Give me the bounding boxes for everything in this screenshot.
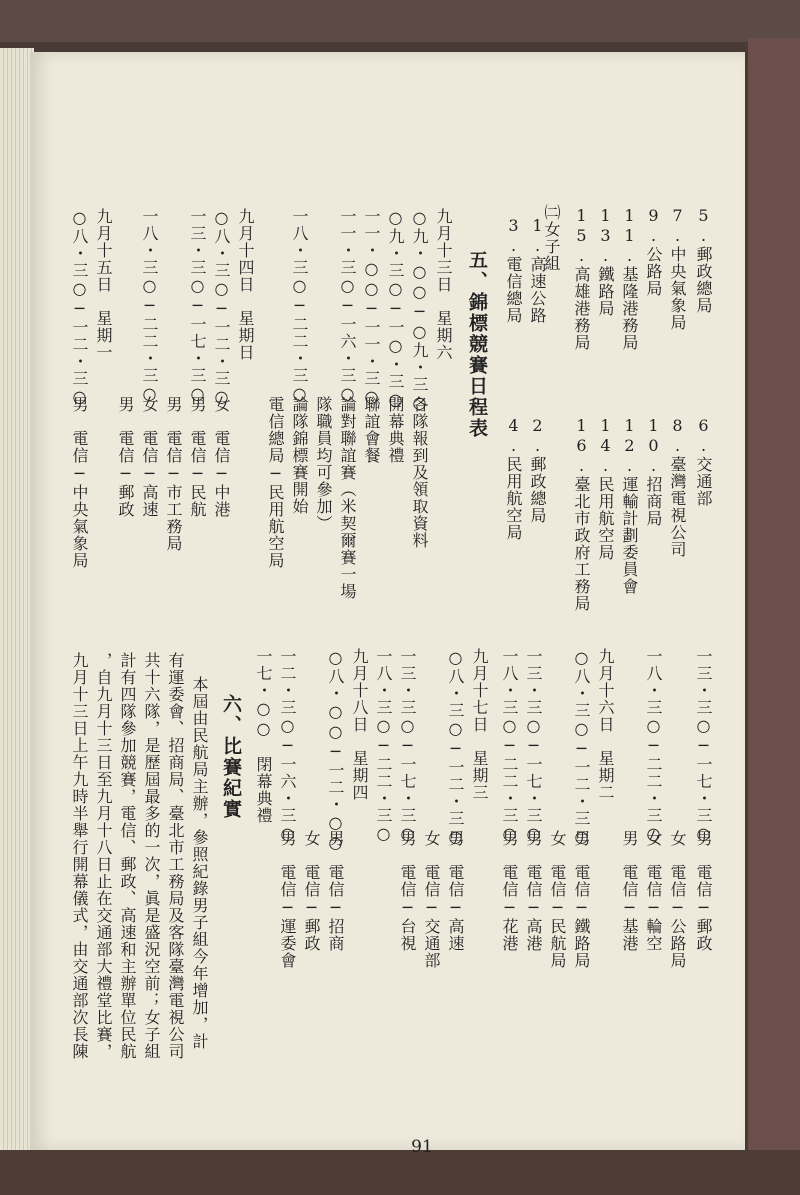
text-column: 7.中央氣象局 [668, 206, 687, 331]
text-column: 女 電信─輪空 [644, 830, 663, 952]
text-column: 一八・三○─二二・三○ [644, 648, 663, 844]
text-column: 14.民用航空局 [596, 416, 615, 561]
text-column: ，自九月十三日至九月十八日止在交通部大禮堂比賽， [94, 652, 113, 1060]
text-column: 男 電信─郵政 [694, 830, 713, 952]
text-column: 開幕典禮 [386, 396, 405, 464]
text-column: 6.交通部 [694, 416, 713, 507]
text-column: 論隊錦標賽開始 [290, 396, 309, 515]
text-column: 電信總局─民用航空局 [266, 396, 285, 569]
text-column: 一七・○○ 閉幕典禮 [254, 648, 273, 824]
background-top [0, 0, 800, 42]
text-column: 12.運輸計劃委員會 [620, 416, 639, 595]
text-column: 16.臺北市政府工務局 [572, 416, 591, 612]
text-column: 男 電信─台視 [398, 830, 417, 952]
text-column: 男 電信─招商 [326, 830, 345, 952]
book-cover-right [748, 38, 800, 1158]
text-column: 共十六隊，是歷屆最多的一次，眞是盛況空前；女子組 [142, 652, 161, 1060]
text-column: 女 電信─公路局 [668, 830, 687, 969]
text-column: 一三・三○─一七・三○ [524, 648, 543, 844]
text-column: 一八・三○─二二・三○ [374, 648, 393, 844]
text-column: 一八・三○─二二・三○ [290, 208, 309, 404]
text-column: 一二・三○─一六・三○ [278, 648, 297, 844]
text-column: ○八・三○─一二・三○ [446, 648, 465, 847]
text-column: 一三・三○─一七・三○ [188, 208, 207, 404]
book-page [30, 52, 745, 1157]
text-column: 九月十三日 星期六 [434, 208, 453, 361]
text-column: 男 電信─花港 [500, 830, 519, 952]
text-column: 女 電信─高速 [140, 396, 159, 518]
text-column: 9.公路局 [644, 206, 663, 297]
text-column: 11.基隆港務局 [620, 206, 639, 351]
text-column: 4.民用航空局 [504, 416, 523, 541]
text-column: 九月十八日 星期四 [350, 648, 369, 801]
text-column: 女 電信─郵政 [302, 830, 321, 952]
background-bottom [0, 1150, 800, 1195]
text-column: 有運委會、招商局、臺北市工務局及客隊臺灣電視公司 [166, 652, 185, 1060]
text-column: 九月十七日 星期三 [470, 648, 489, 801]
text-column: 10.招商局 [644, 416, 663, 527]
text-column: 一八・三○─二二・三○ [140, 208, 159, 404]
text-column: 聯誼會餐 [362, 396, 381, 464]
text-column: 論對聯誼賽（米契爾賽一場 [338, 396, 357, 600]
text-column: 男 電信─運委會 [278, 830, 297, 969]
text-column: 一一・○○─一一・三○ [362, 208, 381, 407]
text-column: ㈡女子組 [542, 204, 561, 272]
section-heading: 六、比賽紀實 [220, 694, 242, 820]
text-column: 男 電信─高港 [524, 830, 543, 952]
text-column: 3.電信總局 [504, 216, 523, 324]
text-column: 男 電信─市工務局 [164, 396, 183, 552]
text-column: 九月十六日 星期二 [596, 648, 615, 801]
text-column: 九月十五日 星期一 [94, 208, 113, 361]
text-column: 男 電信─高速 [446, 830, 465, 952]
text-column: 一八・三○─二二・三○ [500, 648, 519, 844]
text-column: ○八・三○─一二・三○ [212, 208, 231, 407]
page-number: 91 [411, 1137, 433, 1157]
text-column: ○八・三○─一二・三○ [70, 208, 89, 407]
text-column: ○八・○○─一二・○○ [326, 648, 345, 853]
text-column: ○八・三○─一二・三○ [572, 648, 591, 847]
text-column: 2.郵政總局 [528, 416, 547, 524]
text-column: 男 電信─民航 [188, 396, 207, 518]
text-column: 計有四隊參加競賽，電信、郵政、高速和主辦單位民航 [118, 652, 137, 1060]
text-column: 一三・三○─一七・三○ [694, 648, 713, 844]
text-column: 1.高速公路 [528, 216, 547, 324]
text-column: 男 電信─郵政 [116, 396, 135, 518]
text-column: 女 電信─民航局 [548, 830, 567, 969]
text-column: 13.鐵路局 [596, 206, 615, 317]
text-column: 15.高雄港務局 [572, 206, 591, 351]
text-column: 男 電信─基港 [620, 830, 639, 952]
section-heading: 五、錦標競賽日程表 [466, 250, 488, 439]
text-column: 九月十三日上午九時半舉行開幕儀式，由交通部次長陳 [70, 652, 89, 1060]
text-column: 男 電信─鐵路局 [572, 830, 591, 969]
text-column: 男 電信─中央氣象局 [70, 396, 89, 569]
text-column: ○九・○○─○九・三○ [410, 208, 429, 413]
text-column: 女 電信─中港 [212, 396, 231, 518]
text-column: 各隊報到及領取資料 [410, 396, 429, 549]
text-column: 女 電信─交通部 [422, 830, 441, 969]
text-column: ○九・三○─一○・三○ [386, 208, 405, 410]
text-column: 8.臺灣電視公司 [668, 416, 687, 558]
text-column: 隊職員均可參加） [314, 396, 333, 532]
text-column: 5.郵政總局 [694, 206, 713, 314]
text-column: 本屆由民航局主辦，參照紀錄男子組今年增加，計 [190, 676, 209, 1050]
page-edges [0, 48, 34, 1158]
text-column: 一一・三○─一六・三○ [338, 208, 357, 404]
text-column: 九月十四日 星期日 [236, 208, 255, 361]
text-column: 一三・三○─一七・三○ [398, 648, 417, 844]
